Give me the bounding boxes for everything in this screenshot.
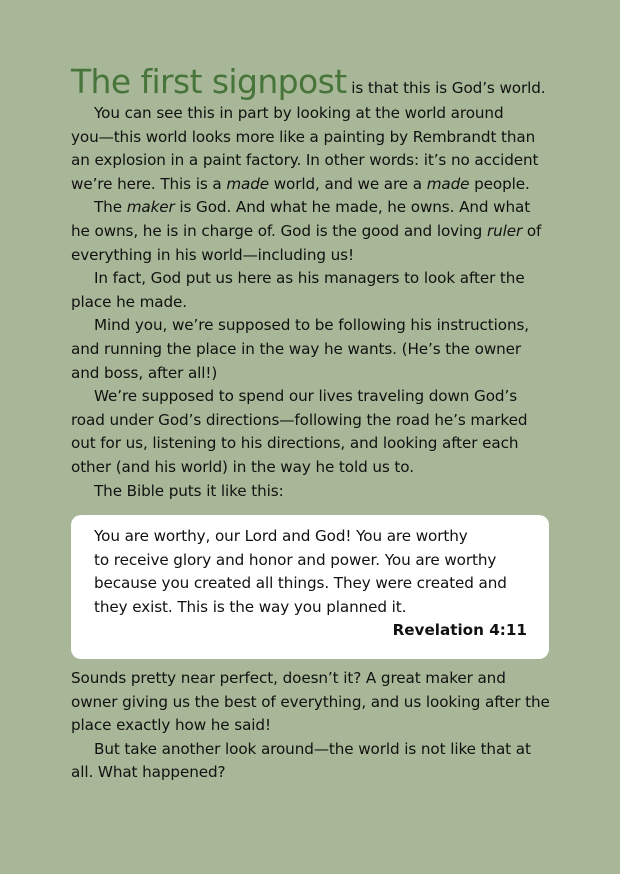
- closing-text: [71, 667, 551, 785]
- paragraph-2: [71, 196, 551, 267]
- paragraph-1: [71, 102, 551, 196]
- text-line: and boss, after all!): [71, 363, 218, 382]
- paragraph-4: [71, 314, 551, 385]
- text-run: is God. And what he made, he owns. And what: [174, 198, 531, 217]
- heading-line: [71, 62, 551, 102]
- text-run: he owns, he is in charge of. God is the good and loving: [71, 221, 487, 240]
- text-line: Mind you, we’re supposed to be following his instructions,: [94, 316, 530, 335]
- heading-continuation: is that this is God’s world.: [346, 79, 546, 97]
- section-heading: The first signpost: [71, 62, 347, 101]
- quote-citation: Revelation 4:11: [392, 621, 527, 640]
- text-run: of: [522, 221, 542, 240]
- text-line: an explosion in a paint factory. In other words: it’s no accident: [71, 151, 539, 170]
- text-line: You can see this in part by looking at the world around: [94, 104, 504, 122]
- text-line: [71, 220, 551, 244]
- text-line: But take another look around—the world is not like that at: [94, 739, 531, 758]
- paragraph-8: [71, 738, 551, 785]
- text-line: place exactly how he said!: [71, 716, 271, 735]
- emphasis-text: ruler: [486, 221, 523, 240]
- text-line: owner giving us the best of everything, and us looking after the: [71, 692, 550, 711]
- emphasis-text: made: [226, 174, 269, 193]
- text-line: other (and his world) in the way he told us to.: [71, 457, 414, 476]
- paragraph-7: [71, 667, 551, 738]
- emphasis-text: made: [426, 174, 470, 193]
- paragraph-3: [71, 267, 551, 314]
- text-run: people.: [469, 174, 530, 193]
- text-line: In fact, God put us here as his managers to look after the: [94, 269, 525, 288]
- text-line: [71, 173, 551, 197]
- scripture-quote-box: [71, 515, 549, 659]
- main-text: [71, 62, 551, 503]
- text-line: Sounds pretty near perfect, doesn’t it? A great maker and: [71, 669, 506, 687]
- text-line: you—this world looks more like a painting by Rembrandt than: [71, 127, 536, 146]
- text-line: out for us, listening to his directions, and looking after each: [71, 434, 519, 453]
- text-run: we’re here. This is a: [71, 174, 227, 193]
- text-line: We’re supposed to spend our lives traveling down God’s: [94, 387, 518, 406]
- paragraph-5: [71, 385, 551, 479]
- paragraph-6: [71, 480, 551, 504]
- text-line: everything in his world—including us!: [71, 245, 354, 264]
- quote-line: You are worthy, our Lord and God! You are worthy: [94, 527, 468, 545]
- text-line: road under God’s directions—following the road he’s marked: [71, 410, 528, 429]
- text-run: world, and we are a: [269, 174, 427, 193]
- quote-line: to receive glory and honor and power. You are worthy: [94, 550, 497, 569]
- text-line: The Bible puts it like this:: [94, 481, 284, 500]
- quote-line: because you created all things. They were created and: [94, 574, 507, 593]
- text-line: place he made.: [71, 292, 187, 311]
- text-run: The: [94, 198, 127, 217]
- text-line: [71, 196, 551, 220]
- text-line: all. What happened?: [71, 763, 226, 782]
- quote-line: they exist. This is the way you planned it.: [94, 597, 407, 616]
- text-line: and running the place in the way he wants. (He’s the owner: [71, 339, 522, 358]
- emphasis-text: maker: [126, 198, 175, 217]
